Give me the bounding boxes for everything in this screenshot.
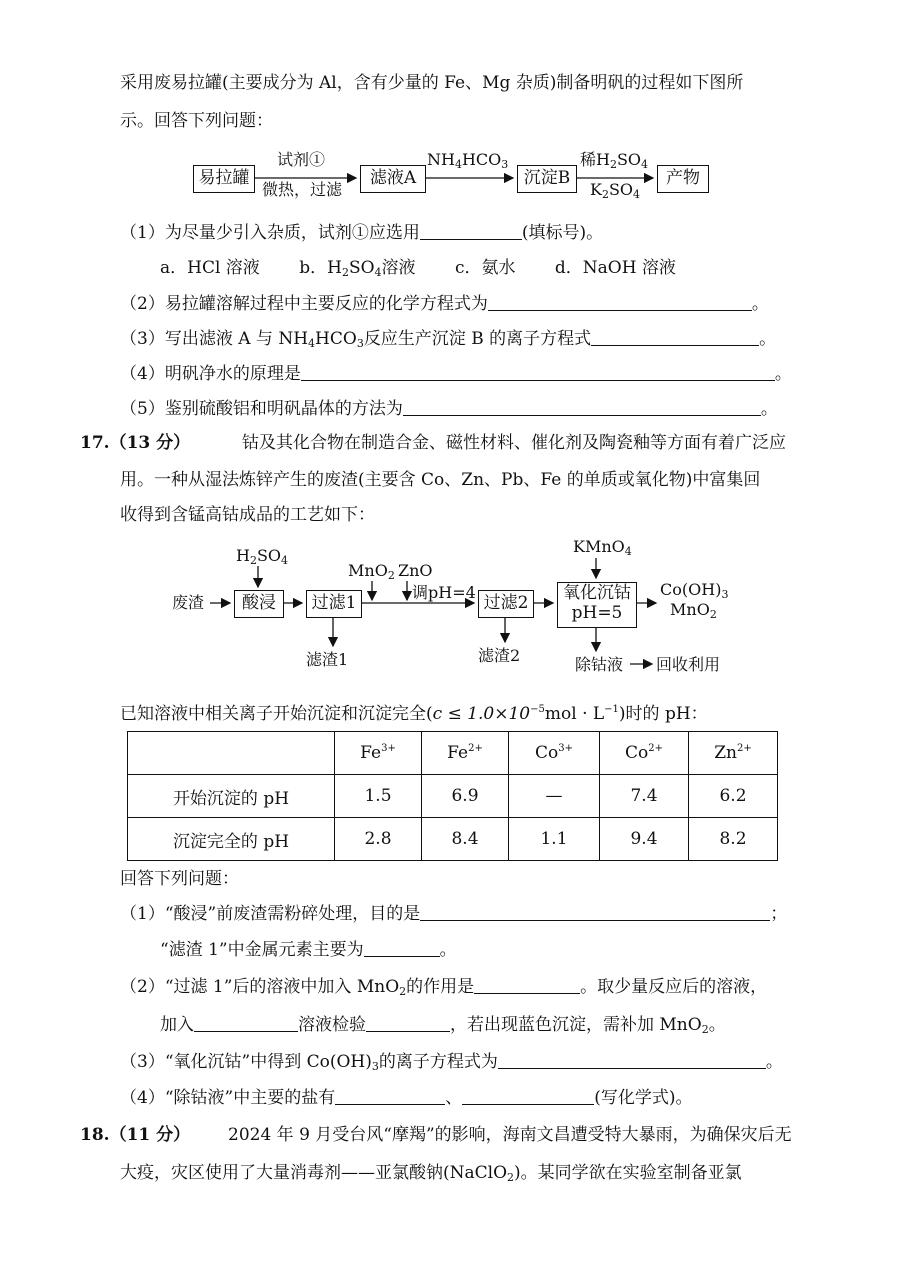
table-cell: 6.9 [422,775,509,818]
flow2-h2so4: $H_2SO_4$ [236,546,289,567]
q17-part4: （4）“除钴液”中主要的盐有 、 (写化学式)。 [120,1088,693,1108]
table-cell: 7.4 [600,775,689,818]
flow2-adjust-ph: 调pH=4 [412,583,476,602]
flow2-mno2: MnO$_2$ [348,561,395,582]
flow1-k2so4-label: $K_2SO_4$ [590,180,641,201]
flow2-recycle: 回收利用 [656,655,721,674]
q17-answer-prompt: 回答下列问题： [120,869,239,889]
table-cell: 1.1 [509,818,600,861]
flow2-product-cooh3: $Co(OH)_3$ [660,580,729,601]
q16-part5: （5）鉴别硫酸铝和明矾晶体的方法为 。 [120,399,778,419]
table-row-label: 开始沉淀的 pH [128,775,335,818]
q17-known-condition: 已知溶液中相关离子开始沉淀和沉淀完全$(c \le 1.0\times 10^{-5}mol \cdot L^{-1})$时的 pH： [120,704,708,724]
flow1-condition-label: 微热，过滤 [262,180,343,199]
q16-part1: （1）为尽量少引入杂质，试剂①应选用 (填标号)。 [120,223,604,243]
q17-stem-2: 用。一种从湿法炼锌产生的废渣(主要含 Co、Zn、Pb、Fe 的单质或氧化物)中富集回 [120,470,761,490]
table-row [128,818,778,861]
table-cell: 8.4 [422,818,509,861]
q18-line-2: 大疫，灾区使用了大量消毒剂——亚氯酸钠(NaClO$_2$)。某同学欲在实验室制备亚氯 [120,1163,742,1184]
table-header-cell: $Co^{3+}$ [509,732,600,775]
q17-part2a: （2）“过滤 1”后的溶液中加入 MnO$_2$的作用是 。取少量反应后的溶液， [120,977,768,998]
flow2-product-mno2: MnO$_2$ [670,600,717,621]
intro-line-2: 示。回答下列问题： [120,111,273,131]
flow2-box-filter2: 过滤2 [478,590,534,618]
option-d: d．NaOH 溶液 [554,258,676,278]
intro-line-1: 采用废易拉罐(主要成分为 Al，含有少量的 Fe、Mg 杂质)制备明矾的过程如下图所 [120,73,744,93]
table-row-label: 沉淀完全的 pH [128,818,335,861]
q17-stem-3: 收得到含锰高钴成品的工艺如下： [120,505,375,525]
option-b: b．$H_2SO_4$溶液 [299,258,416,279]
flow1-h2so4-label: 稀$H_2SO_4$ [580,150,649,171]
flow2-box-oxidation: 氧化沉钴 pH=5 [557,582,637,628]
flow1-box-filtrate: 滤液A [360,165,426,193]
q16-part3: （3）写出滤液 A 与 $NH_4HCO_3$反应生产沉淀 B 的离子方程式 。 [120,329,777,350]
flow1-reagent-label: 试剂① [277,150,326,169]
table-cell: 1.5 [335,775,422,818]
table-header-row [128,732,778,775]
flow2-box-leach: 酸浸 [234,590,284,618]
table-cell: — [509,775,600,818]
flow1-box-can: 易拉罐 [193,165,255,193]
table-cell: 6.2 [689,775,778,818]
q16-part4: （4）明矾净水的原理是 。 [120,364,792,384]
option-a: a．HCl 溶液 [160,258,260,278]
flow2-waste-liquid: 除钴液 [575,655,624,674]
q17-part1b: “滤渣 1”中金属元素主要为 。 [160,940,457,960]
q17-stem-1: 钴及其化合物在制造合金、磁性材料、催化剂及陶瓷釉等方面有着广泛应 [242,433,786,453]
table-header-cell: $Zn^{2+}$ [689,732,778,775]
table-cell: 9.4 [600,818,689,861]
q18-number: 18.（11 分） [80,1125,191,1145]
q17-part3: （3）“氧化沉钴”中得到 $Co(OH)_3$的离子方程式为 。 [120,1052,783,1073]
table-header-cell: $Fe^{2+}$ [422,732,509,775]
table-header-cell: $Fe^{3+}$ [335,732,422,775]
flow2-residue2: 滤渣2 [478,646,521,665]
flow1-box-precipitate: 沉淀B [517,165,577,193]
table-cell: 8.2 [689,818,778,861]
table-cell: 2.8 [335,818,422,861]
flow1-nh4hco3-label: $NH_4HCO_3$ [427,150,509,171]
flow2-kmno4: KMnO$_4$ [573,537,632,558]
q17-part1a: （1）“酸浸”前废渣需粉碎处理，目的是 ； [120,904,788,924]
flow2-residue1: 滤渣1 [306,650,349,669]
q16-part2: （2）易拉罐溶解过程中主要反应的化学方程式为 。 [120,294,769,314]
ph-data-table [127,731,778,861]
q17-part2b: 加入 溶液检验 ，若出现蓝色沉淀，需补加 MnO$_2$。 [160,1015,726,1036]
table-row [128,775,778,818]
flow2-zno: ZnO [398,561,433,580]
flow1-box-product: 产物 [657,165,709,193]
flow2-box-filter1: 过滤1 [306,590,362,618]
table-header-cell: $Co^{2+}$ [600,732,689,775]
option-c: c．氨水 [454,258,516,278]
table-corner-cell [128,732,335,775]
q18-line-1: 2024 年 9 月受台风“摩羯”的影响，海南文昌遭受特大暴雨，为确保灾后无 [228,1125,792,1145]
q17-number: 17.（13 分） [80,433,191,453]
flow2-feed: 废渣 [172,593,205,612]
